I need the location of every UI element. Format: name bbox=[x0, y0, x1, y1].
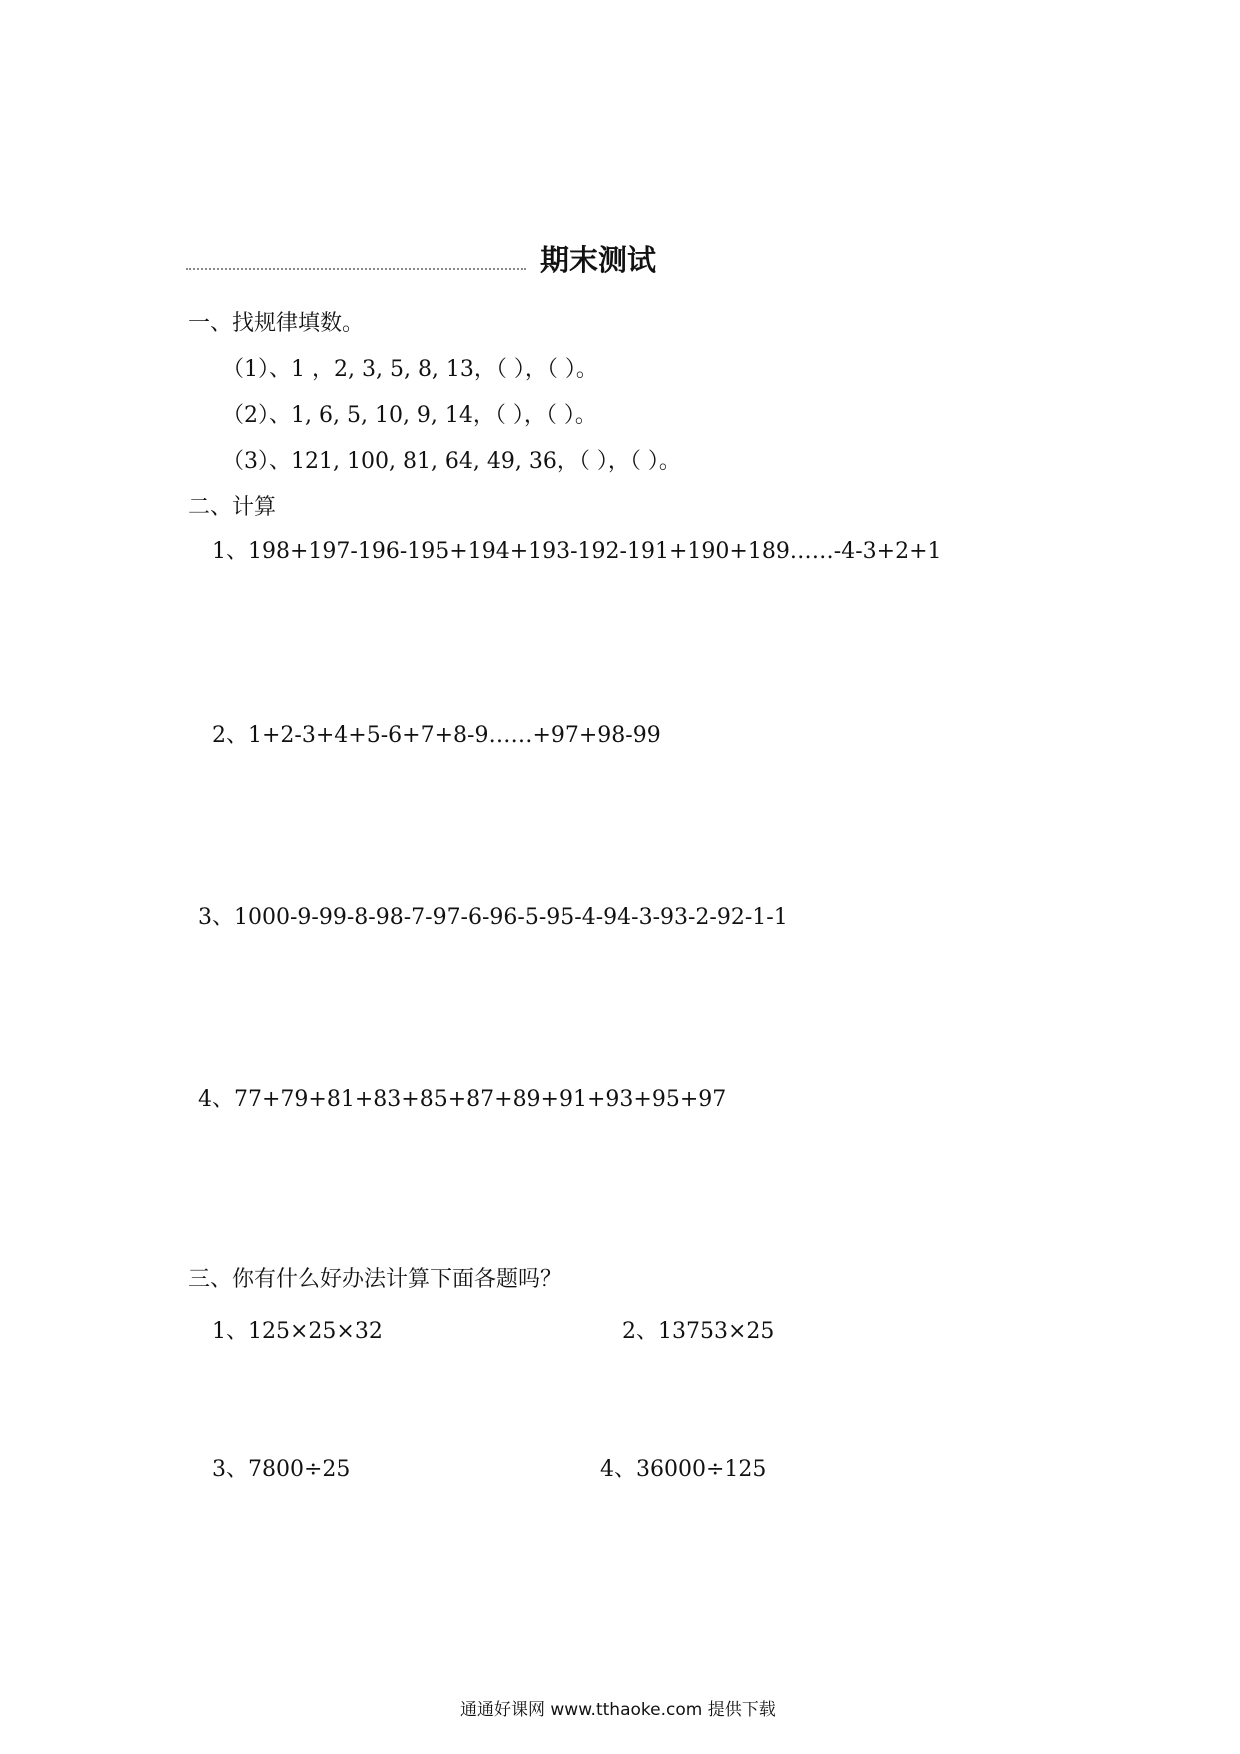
section2-item-4: 4、77+79+81+83+85+87+89+91+93+95+97 bbox=[198, 1087, 727, 1112]
page-title: 期末测试 bbox=[540, 243, 657, 277]
section2-item-3: 3、1000-9-99-8-98-7-97-6-96-5-95-4-94-3-93-2-92-1-1 bbox=[198, 905, 788, 930]
section2-item-2: 2、1+2-3+4+5-6+7+8-9……+97+98-99 bbox=[212, 723, 661, 748]
title-leader-dots bbox=[186, 268, 526, 270]
section1-item-1: （1）、1 ，2, 3, 5, 8, 13，（ ），（ ）。 bbox=[222, 357, 598, 382]
section3-heading: 三、你有什么好办法计算下面各题吗？ bbox=[188, 1267, 563, 1292]
section3-item-2: 2、13753×25 bbox=[622, 1319, 775, 1344]
section3-item-4: 4、36000÷125 bbox=[600, 1457, 767, 1482]
footer-credit: 通通好课网 www.tthaoke.com 提供下载 bbox=[460, 1700, 776, 1720]
section3-item-1: 1、125×25×32 bbox=[212, 1319, 383, 1344]
section1-item-3: （3）、121, 100, 81, 64, 49, 36，（ ），（ ）。 bbox=[222, 449, 681, 474]
section2-item-1: 1、198+197-196-195+194+193-192-191+190+189……-4-3+2+1 bbox=[212, 539, 942, 564]
section1-item-2: （2）、1, 6, 5, 10, 9, 14，（ ），（ ）。 bbox=[222, 403, 597, 428]
section1-heading: 一、找规律填数。 bbox=[188, 311, 365, 336]
section2-heading: 二、计算 bbox=[188, 495, 277, 520]
section3-item-3: 3、7800÷25 bbox=[212, 1457, 351, 1482]
